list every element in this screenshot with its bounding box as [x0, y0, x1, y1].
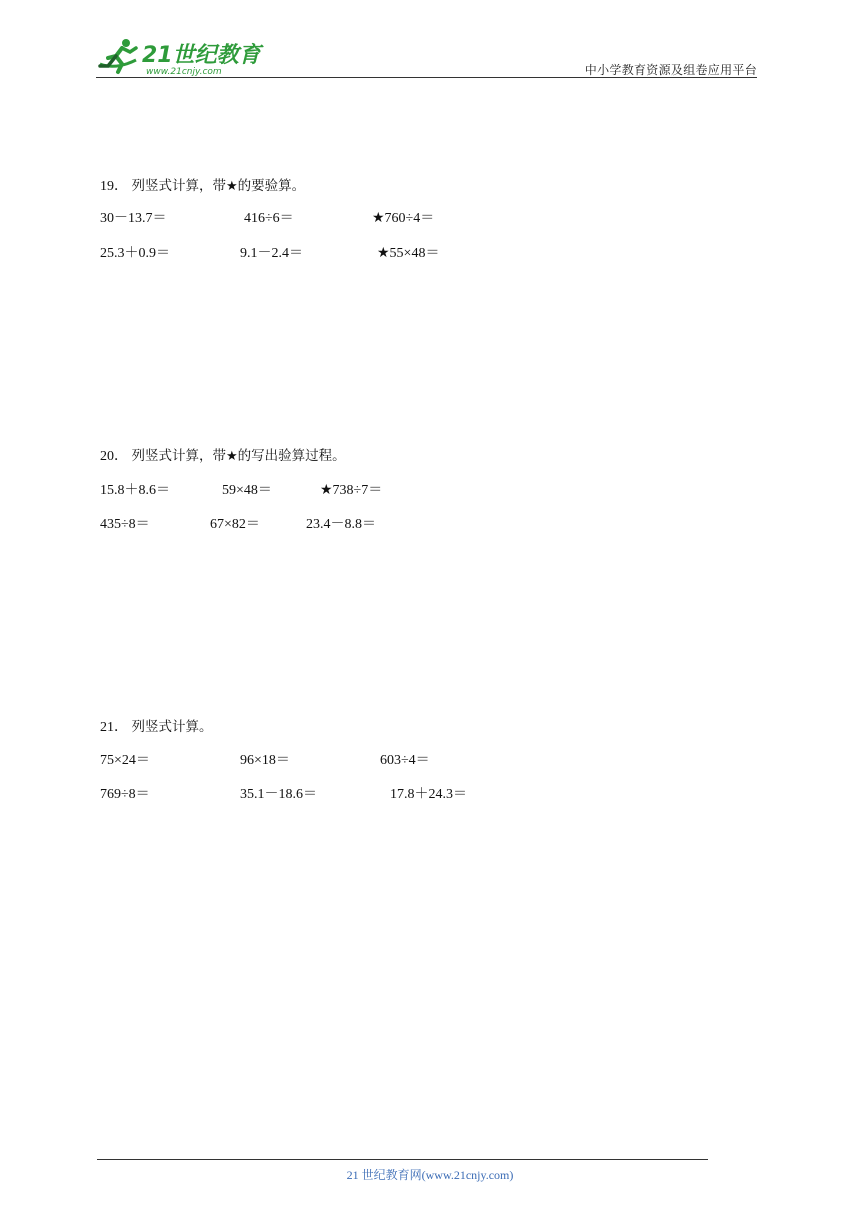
site-logo[interactable] — [96, 34, 266, 78]
question-prompt: 列竖式计算。 — [131, 719, 213, 735]
expression: 35.1－18.6＝ — [240, 787, 317, 802]
question-prompt: 列竖式计算，带 — [131, 448, 226, 464]
question-number: 20． — [100, 449, 128, 464]
question-19-title — [100, 174, 305, 195]
star-icon: ★ — [226, 179, 238, 194]
expression: 435÷8＝ — [100, 517, 150, 532]
expression: 96×18＝ — [240, 753, 290, 768]
expression: 59×48＝ — [222, 483, 272, 498]
header-divider — [96, 77, 757, 78]
expression: 769÷8＝ — [100, 787, 150, 802]
question-20-title — [100, 444, 346, 465]
platform-tagline: 中小学教育资源及组卷应用平台 — [584, 63, 757, 77]
question-prompt: 列竖式计算，带 — [131, 178, 226, 194]
expression: 15.8＋8.6＝ — [100, 483, 170, 498]
expression: ★738÷7＝ — [320, 483, 383, 498]
logo-title: 21世纪教育 — [142, 43, 261, 68]
expression: 603÷4＝ — [380, 753, 430, 768]
question-number: 21． — [100, 720, 128, 735]
question-prompt-tail: 的写出验算过程。 — [237, 448, 346, 464]
question-number: 19． — [100, 179, 128, 194]
expression: 75×24＝ — [100, 753, 150, 768]
star-icon: ★ — [226, 449, 238, 464]
expression: 9.1－2.4＝ — [240, 246, 303, 261]
expression: 23.4－8.8＝ — [306, 517, 376, 532]
expression: 17.8＋24.3＝ — [390, 787, 467, 802]
expression: ★55×48＝ — [377, 246, 440, 261]
question-prompt-tail: 的要验算。 — [237, 178, 306, 194]
expression: 67×82＝ — [210, 517, 260, 532]
footer-link[interactable]: 21 世纪教育网(www.21cnjy.com) — [346, 1168, 514, 1182]
expression: 416÷6＝ — [244, 211, 294, 226]
expression: ★760÷4＝ — [372, 211, 435, 226]
logo-url: www.21cnjy.com — [146, 67, 222, 77]
expression: 30－13.7＝ — [100, 211, 167, 226]
footer-divider — [97, 1159, 708, 1160]
expression: 25.3＋0.9＝ — [100, 246, 170, 261]
question-21-title — [100, 715, 213, 736]
logo-runner-icon — [96, 34, 266, 78]
